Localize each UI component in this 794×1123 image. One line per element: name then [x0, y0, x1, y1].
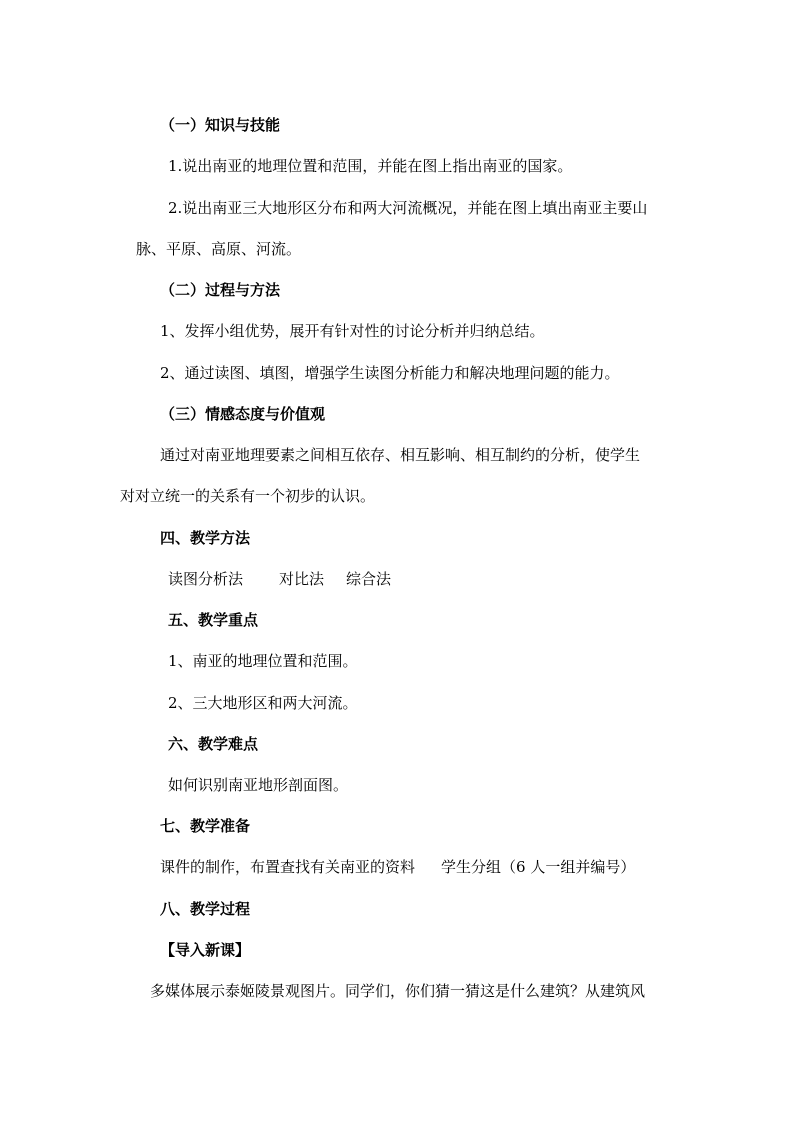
process-item-2: 2、通过读图、填图，增强学生读图分析能力和解决地理问题的能力。: [160, 364, 620, 382]
heading-emotion-values: （三）情感态度与价值观: [160, 405, 326, 423]
method-synthesis: 综合法: [346, 570, 392, 588]
teaching-methods-row: [168, 569, 391, 589]
preparation-grouping: 学生分组（6 人一组并编号）: [441, 858, 636, 876]
heading-process-methods: （二）过程与方法: [160, 281, 281, 299]
subheading-introduction: 【导入新课】: [160, 941, 251, 959]
preparation-courseware: 课件的制作，布置查找有关南亚的资料: [160, 858, 416, 876]
knowledge-item-2-line-1: 2.说出南亚三大地形区分布和两大河流概况，并能在图上填出南亚主要山: [168, 199, 648, 217]
heading-teaching-process: 八、教学过程: [160, 900, 251, 918]
heading-teaching-methods: 四、教学方法: [160, 529, 251, 547]
process-item-1: 1、发挥小组优势，展开有针对性的讨论分析并归纳总结。: [160, 322, 545, 340]
key-point-1: 1、南亚的地理位置和范围。: [168, 652, 358, 670]
emotion-text-line-1: 通过对南亚地理要素之间相互依存、相互影响、相互制约的分析，使学生: [160, 446, 641, 464]
emotion-text-line-2: 对对立统一的关系有一个初步的认识。: [120, 487, 376, 505]
heading-key-points: 五、教学重点: [168, 611, 259, 629]
heading-preparation: 七、教学准备: [160, 817, 251, 835]
heading-knowledge-skills: （一）知识与技能: [160, 116, 281, 134]
heading-difficulties: 六、教学难点: [168, 735, 259, 753]
knowledge-item-1: 1.说出南亚的地理位置和范围，并能在图上指出南亚的国家。: [168, 157, 573, 175]
method-comparison: 对比法: [279, 570, 325, 588]
introduction-text: 多媒体展示泰姬陵景观图片。同学们，你们猜一猜这是什么建筑？从建筑风: [150, 982, 646, 1000]
knowledge-item-2-line-2: 脉、平原、高原、河流。: [136, 240, 302, 258]
key-point-2: 2、三大地形区和两大河流。: [168, 694, 358, 712]
difficulty-text: 如何识别南亚地形剖面图。: [168, 776, 349, 794]
preparation-row: [160, 857, 635, 877]
method-map-reading: 读图分析法: [168, 570, 244, 588]
